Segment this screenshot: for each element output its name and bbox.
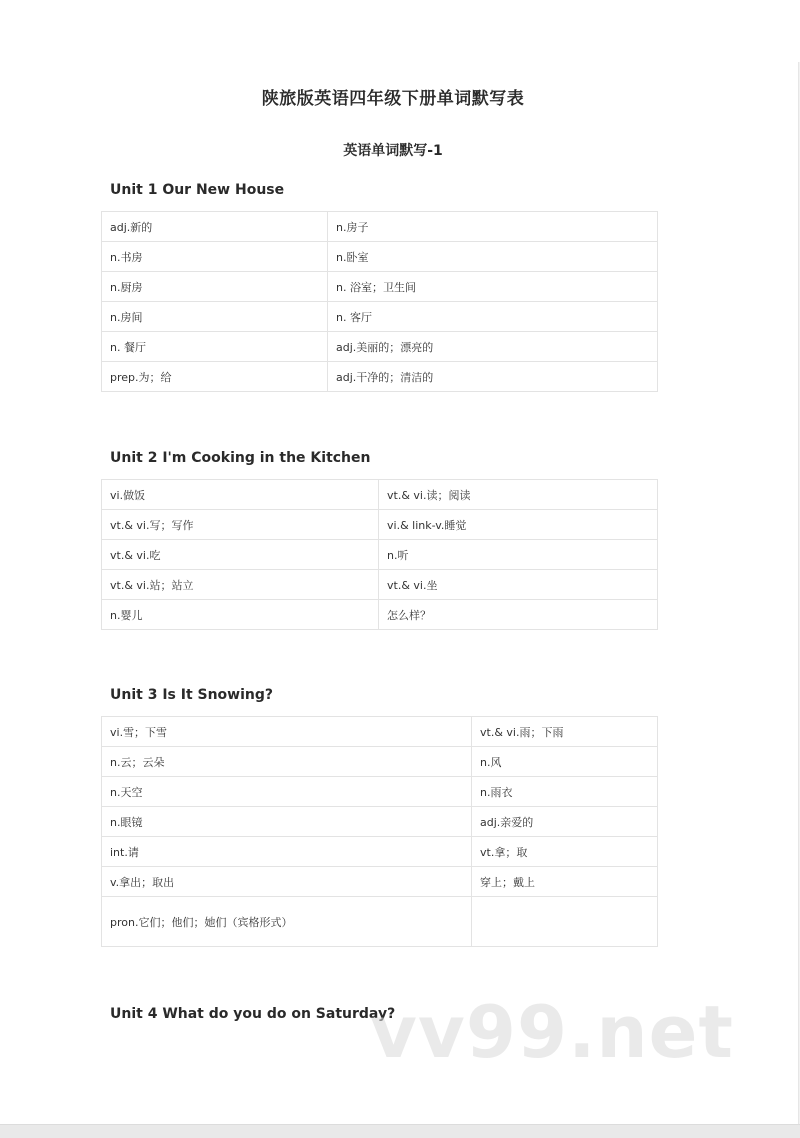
table-row: [102, 540, 658, 570]
table-cell: n.房间: [102, 302, 328, 332]
table-row: [102, 897, 658, 947]
table-row: [102, 272, 658, 302]
table-cell: vt.& vi.读；阅读: [379, 480, 658, 510]
table-cell: vi.雪；下雪: [102, 717, 472, 747]
table-cell: pron.它们；他们；她们（宾格形式）: [102, 897, 472, 947]
table-cell: n.书房: [102, 242, 328, 272]
unit-3-table: [101, 716, 658, 947]
table-row: [102, 332, 658, 362]
table-cell: v.拿出；取出: [102, 867, 472, 897]
table-cell: vi.做饭: [102, 480, 379, 510]
table-cell: n. 客厅: [328, 302, 658, 332]
table-row: [102, 717, 658, 747]
table-cell: [472, 897, 658, 947]
table-cell: n. 浴室；卫生间: [328, 272, 658, 302]
table-cell: vt.& vi.写；写作: [102, 510, 379, 540]
table-row: [102, 600, 658, 630]
table-row: [102, 837, 658, 867]
table-cell: n.婴儿: [102, 600, 379, 630]
table-cell: n.眼镜: [102, 807, 472, 837]
table-row: [102, 867, 658, 897]
table-cell: n.云；云朵: [102, 747, 472, 777]
table-cell: vi.& link-v.睡觉: [379, 510, 658, 540]
document-title: 陕旅版英语四年级下册单词默写表: [261, 89, 525, 109]
table-row: [102, 747, 658, 777]
unit-2-table: [101, 479, 658, 630]
table-cell: 怎么样？: [379, 600, 658, 630]
document-subtitle: 英语单词默写-1: [343, 143, 443, 159]
table-cell: n.风: [472, 747, 658, 777]
table-row: [102, 570, 658, 600]
top-band: [0, 0, 800, 62]
table-cell: n.卧室: [328, 242, 658, 272]
table-cell: adj.新的: [102, 212, 328, 242]
table-row: [102, 362, 658, 392]
table-cell: n.厨房: [102, 272, 328, 302]
table-cell: prep.为；给: [102, 362, 328, 392]
table-cell: n.雨衣: [472, 777, 658, 807]
unit-1-table: [101, 211, 658, 392]
table-cell: n.房子: [328, 212, 658, 242]
table-row: [102, 212, 658, 242]
table-cell: adj.美丽的；漂亮的: [328, 332, 658, 362]
table-row: [102, 302, 658, 332]
unit-1-heading: Unit 1 Our New House: [110, 182, 285, 198]
table-cell: n.天空: [102, 777, 472, 807]
table-cell: vt.拿；取: [472, 837, 658, 867]
table-cell: int.请: [102, 837, 472, 867]
watermark: vv99.net: [370, 990, 734, 1074]
table-cell: vt.& vi.站；站立: [102, 570, 379, 600]
table-cell: 穿上；戴上: [472, 867, 658, 897]
bottom-strip: [0, 1124, 800, 1138]
table-cell: adj.干净的；清洁的: [328, 362, 658, 392]
table-row: [102, 480, 658, 510]
table-row: [102, 242, 658, 272]
table-cell: n.听: [379, 540, 658, 570]
unit-4-heading: Unit 4 What do you do on Saturday?: [110, 1006, 396, 1022]
table-cell: adj.亲爱的: [472, 807, 658, 837]
table-row: [102, 777, 658, 807]
table-cell: vt.& vi.坐: [379, 570, 658, 600]
table-cell: vt.& vi.雨；下雨: [472, 717, 658, 747]
unit-3-heading: Unit 3 Is It Snowing?: [110, 687, 274, 703]
table-row: [102, 807, 658, 837]
table-cell: vt.& vi.吃: [102, 540, 379, 570]
table-cell: n. 餐厅: [102, 332, 328, 362]
table-row: [102, 510, 658, 540]
unit-2-heading: Unit 2 I'm Cooking in the Kitchen: [110, 450, 371, 466]
